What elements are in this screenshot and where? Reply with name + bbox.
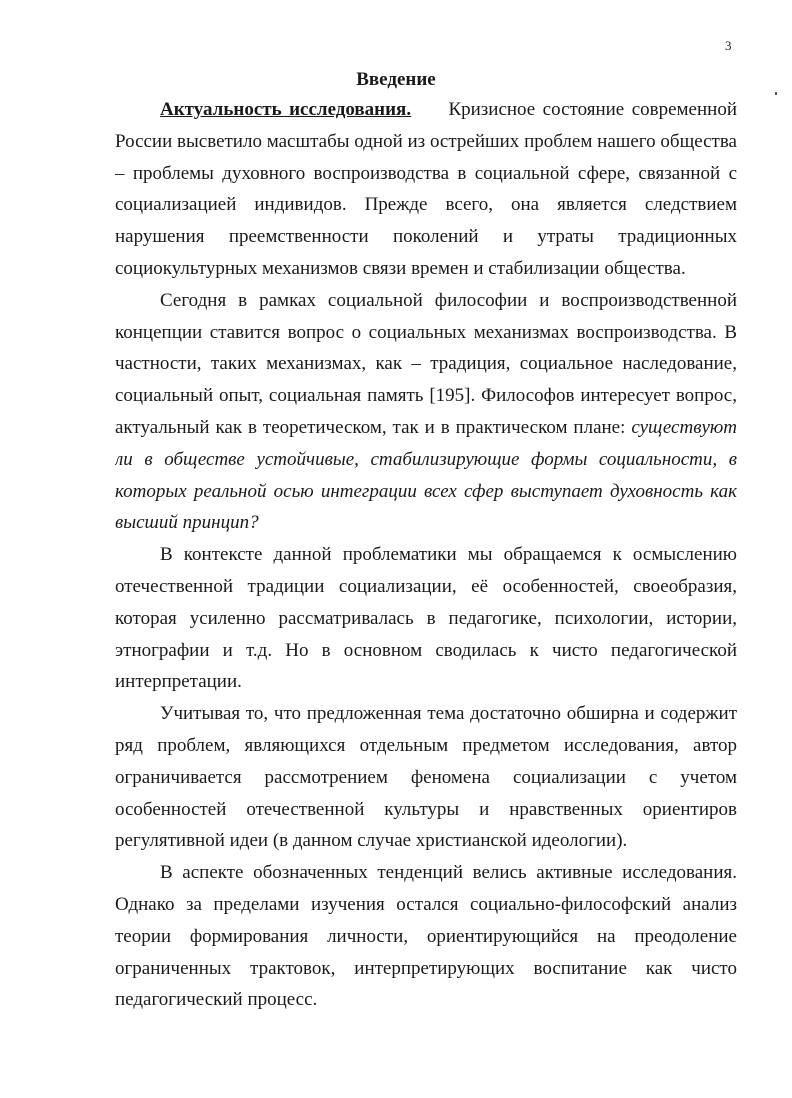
text-line [115,539,737,571]
text-segment: концепции ставится вопрос о социальных механизмах воспроизводства. В [115,321,737,343]
text-segment: этнографии и т.д. Но в основном сводилась к чисто педагогической [115,639,737,661]
text-segment: Сегодня в рамках социальной философии и воспроизводственной [160,289,737,311]
text-line [115,94,737,126]
text-line [115,507,737,539]
text-segment: интерпретации. [115,671,242,693]
text-segment: которая усиленно рассматривалась в педагогике, психологии, истории, [115,607,737,629]
subheading: Актуальность исследования. [160,99,412,120]
text-line [115,444,737,476]
text-segment: Учитывая то, что предложенная тема достаточно обширна и содержит [160,703,737,725]
text-line [115,857,737,889]
text-line [115,412,737,444]
text-line [115,189,737,221]
text-segment: В аспекте обозначенных тенденций велись активные исследования. [160,862,737,884]
text-line [115,126,737,158]
section-title: Введение [356,69,436,90]
text-line [115,221,737,253]
text-segment: теории формирования личности, ориентирующийся на преодоление [115,925,737,947]
text-segment: социализацией индивидов. Прежде всего, она является следствием [115,194,737,216]
italic-text: существуют [631,416,737,438]
text-line [115,380,737,412]
text-line [115,794,737,826]
text-line [115,825,737,857]
text-line [115,476,737,508]
document-body [115,94,737,1016]
text-line [115,253,737,285]
italic-text: высший принцип? [115,512,259,534]
text-line [115,889,737,921]
text-line [115,285,737,317]
text-line [115,317,737,349]
text-segment: актуальный как в теоретическом, так и в практическом плане: [115,416,632,438]
text-line [115,953,737,985]
text-segment: Однако за пределами изучения остался социально-философский анализ [115,893,737,915]
text-segment: отечественной традиции социализации, её особенностей, своеобразия, [115,575,737,597]
text-segment: социокультурных механизмов связи времен и стабилизации общества. [115,257,686,279]
scan-mark [775,92,777,95]
italic-text: ли в обществе устойчивые, стабилизирующие формы социальности, в [115,448,737,470]
text-line [115,984,737,1016]
text-line [115,730,737,762]
text-segment: – проблемы духовного воспроизводства в социальной сфере, связанной с [115,162,737,184]
italic-text: которых реальной осью интеграции всех сфер выступает духовность как [115,480,737,502]
text-segment: педагогический процесс. [115,989,318,1011]
text-segment: частности, таких механизмах, как – традиция, социальное наследование, [115,353,737,375]
text-line [115,603,737,635]
page-number: 3 [725,38,732,53]
text-segment: особенностей отечественной культуры и нравственных ориентиров [115,798,737,820]
text-line [115,666,737,698]
text-line [115,571,737,603]
text-line [115,635,737,667]
text-segment: Кризисное состояние современной [411,99,737,120]
text-segment: регулятивной идеи (в данном случае христианской идеологии). [115,830,628,852]
text-line [115,348,737,380]
text-segment: социальный опыт, социальная память [195]. Философов интересует вопрос, [115,385,737,407]
text-line [115,698,737,730]
text-line [115,762,737,794]
text-segment: ряд проблем, являющихся отдельным предметом исследования, автор [115,734,737,756]
text-line [115,921,737,953]
text-segment: В контексте данной проблематики мы обращаемся к осмыслению [160,544,737,566]
text-segment: ограниченных трактовок, интерпретирующих воспитание как чисто [115,957,737,979]
text-segment: России высветило масштабы одной из острейших проблем нашего общества [115,130,737,152]
text-line [115,158,737,190]
text-segment: ограничивается рассмотрением феномена социализации с учетом [115,766,737,788]
text-segment: нарушения преемственности поколений и утраты традиционных [115,226,737,248]
